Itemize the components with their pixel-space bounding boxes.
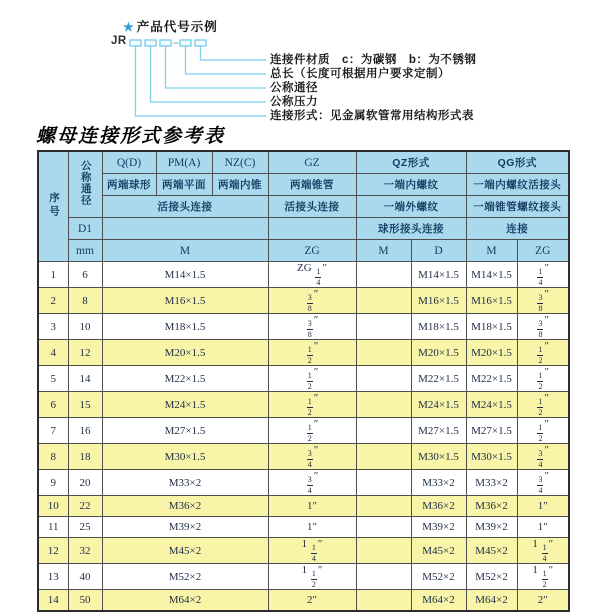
cell-qg-m: M30×1.5: [466, 444, 517, 470]
header-joint-gz: 活接头连接: [268, 196, 356, 218]
cell-m: M36×2: [102, 496, 268, 517]
cell-qz-d: M27×1.5: [411, 418, 466, 444]
cell-qz-d: M30×1.5: [411, 444, 466, 470]
cell-qg-zg: 2″: [517, 590, 569, 612]
header-nominal-diameter: 公称通径: [68, 151, 102, 218]
header-pm-desc: 两端平面: [156, 174, 212, 196]
cell-qz-d: M24×1.5: [411, 392, 466, 418]
cell-seq: 8: [38, 444, 68, 470]
cell-qz-d: M16×1.5: [411, 288, 466, 314]
table-row: [38, 538, 569, 564]
cell-qg-m: M64×2: [466, 590, 517, 612]
cell-m: M18×1.5: [102, 314, 268, 340]
cell-qz-d: M33×2: [411, 470, 466, 496]
cell-qg-zg: $\frac{1}{2}$ ″: [517, 418, 569, 444]
cell-qg-m: M14×1.5: [466, 262, 517, 288]
cell-mm: 32: [68, 538, 102, 564]
cell-qg-m: M45×2: [466, 538, 517, 564]
cell-qg-m: M20×1.5: [466, 340, 517, 366]
cell-zg: $\frac{3}{8}$ ″: [268, 288, 356, 314]
cell-zg: 1 $\frac{1}{2}$ ″: [268, 564, 356, 590]
cell-qg-m: M22×1.5: [466, 366, 517, 392]
cell-seq: 4: [38, 340, 68, 366]
table-row: [38, 496, 569, 517]
label-diameter: 公称通径: [270, 82, 318, 94]
leader-line-diameter: [166, 46, 267, 88]
cell-qz-m: [356, 392, 411, 418]
code-box-1: [130, 40, 141, 46]
cell-zg: $\frac{1}{2}$ ″: [268, 392, 356, 418]
cell-m: M27×1.5: [102, 418, 268, 444]
cell-qg-m: M27×1.5: [466, 418, 517, 444]
leader-line-material: [201, 46, 267, 60]
cell-seq: 10: [38, 496, 68, 517]
code-box-2: [145, 40, 156, 46]
cell-qg-zg: $\frac{3}{8}$ ″: [517, 288, 569, 314]
code-box-3: [160, 40, 171, 46]
cell-seq: 7: [38, 418, 68, 444]
header-d1: D1: [68, 218, 102, 240]
cell-m: M64×2: [102, 590, 268, 612]
cell-mm: 22: [68, 496, 102, 517]
header-gz-desc: 两端锥管: [268, 174, 356, 196]
cell-qg-zg: $\frac{3}{8}$ ″: [517, 314, 569, 340]
table-body: [38, 262, 569, 612]
cell-seq: 5: [38, 366, 68, 392]
cell-qz-d: M22×1.5: [411, 366, 466, 392]
cell-qg-zg: 1″: [517, 496, 569, 517]
header-q-desc: 两端球形: [102, 174, 156, 196]
header-col-gz: GZ: [268, 151, 356, 174]
cell-mm: 25: [68, 517, 102, 538]
cell-qz-m: [356, 262, 411, 288]
star-icon: ★: [123, 20, 135, 34]
cell-mm: 40: [68, 564, 102, 590]
cell-qz-m: [356, 517, 411, 538]
cell-qg-m: M39×2: [466, 517, 517, 538]
header-mm: mm: [68, 240, 102, 262]
cell-seq: 14: [38, 590, 68, 612]
cell-qz-m: [356, 314, 411, 340]
cell-qg-zg: $\frac{1}{2}$ ″: [517, 340, 569, 366]
header-empty-m: [102, 218, 268, 240]
cell-qz-d: M52×2: [411, 564, 466, 590]
product-code-diagram: [0, 0, 600, 130]
cell-qg-zg: 1″: [517, 517, 569, 538]
cell-zg: $\frac{3}{4}$ ″: [268, 470, 356, 496]
cell-m: M14×1.5: [102, 262, 268, 288]
cell-qz-m: [356, 288, 411, 314]
cell-zg: 1″: [268, 517, 356, 538]
code-box-4: [180, 40, 191, 46]
cell-zg: $\frac{1}{2}$ ″: [268, 366, 356, 392]
cell-qg-zg: $\frac{3}{4}$ ″: [517, 470, 569, 496]
cell-qz-m: [356, 496, 411, 517]
label-length: 总长（长度可根据用户要求定制）: [270, 68, 450, 80]
header-joint-q: 活接头连接: [102, 196, 268, 218]
cell-m: M20×1.5: [102, 340, 268, 366]
cell-qg-zg: $\frac{1}{2}$ ″: [517, 392, 569, 418]
cell-seq: 3: [38, 314, 68, 340]
cell-qz-m: [356, 444, 411, 470]
cell-qz-d: M36×2: [411, 496, 466, 517]
cell-mm: 20: [68, 470, 102, 496]
header-row-4: [38, 218, 569, 240]
header-nz-desc: 两端内锥: [212, 174, 268, 196]
table-row: [38, 590, 569, 612]
cell-zg: $\frac{3}{8}$ ″: [268, 314, 356, 340]
cell-m: M22×1.5: [102, 366, 268, 392]
cell-zg: 2″: [268, 590, 356, 612]
label-material: 连接件材质 c：为碳钢 b：为不锈钢: [270, 54, 477, 66]
cell-m: M52×2: [102, 564, 268, 590]
cell-qg-m: M36×2: [466, 496, 517, 517]
table-row: [38, 366, 569, 392]
cell-zg: $\frac{1}{2}$ ″: [268, 340, 356, 366]
header-qz-conn: 球形接头连接: [356, 218, 466, 240]
cell-qz-d: M45×2: [411, 538, 466, 564]
page-title: 螺母连接形式参考表: [36, 125, 226, 147]
product-code-prefix: JR: [111, 35, 127, 47]
table-row: [38, 517, 569, 538]
cell-seq: 6: [38, 392, 68, 418]
header-col-nz: NZ(C): [212, 151, 268, 174]
cell-qg-m: M52×2: [466, 564, 517, 590]
cell-qz-d: M20×1.5: [411, 340, 466, 366]
header-qg-desc1: 一端内螺纹活接头: [466, 174, 569, 196]
cell-qg-m: M33×2: [466, 470, 517, 496]
cell-qg-m: M24×1.5: [466, 392, 517, 418]
header-qg-zg: ZG: [517, 240, 569, 262]
table-row: [38, 262, 569, 288]
cell-qz-m: [356, 340, 411, 366]
cell-qz-d: M18×1.5: [411, 314, 466, 340]
table-row: [38, 392, 569, 418]
code-box-5: [195, 40, 206, 46]
cell-mm: 15: [68, 392, 102, 418]
cell-qg-zg: 1 $\frac{1}{2}$ ″: [517, 564, 569, 590]
cell-m: M39×2: [102, 517, 268, 538]
cell-mm: 14: [68, 366, 102, 392]
header-qg-m: M: [466, 240, 517, 262]
cell-seq: 1: [38, 262, 68, 288]
cell-mm: 10: [68, 314, 102, 340]
cell-zg: $\frac{1}{2}$ ″: [268, 418, 356, 444]
cell-seq: 13: [38, 564, 68, 590]
table-row: [38, 444, 569, 470]
cell-qg-zg: 1 $\frac{1}{4}$ ″: [517, 538, 569, 564]
table-row: [38, 314, 569, 340]
header-seq: 序号: [38, 151, 68, 262]
header-col-qz: QZ形式: [356, 151, 466, 174]
cell-qz-d: M64×2: [411, 590, 466, 612]
header-row-5: [38, 240, 569, 262]
header-col-q: Q(D): [102, 151, 156, 174]
cell-m: M33×2: [102, 470, 268, 496]
header-qg-conn: 连接: [466, 218, 569, 240]
cell-mm: 16: [68, 418, 102, 444]
header-col-pm: PM(A): [156, 151, 212, 174]
header-row-2: [38, 174, 569, 196]
table-row: [38, 418, 569, 444]
cell-zg: 1 $\frac{1}{4}$ ″: [268, 538, 356, 564]
cell-mm: 8: [68, 288, 102, 314]
header-row-3: [38, 196, 569, 218]
header-empty-gz: [268, 218, 356, 240]
header-row-1: [38, 151, 569, 174]
table-row: [38, 470, 569, 496]
table-row: [38, 340, 569, 366]
diagram-heading-text: 产品代号示例: [136, 20, 218, 34]
cell-m: M30×1.5: [102, 444, 268, 470]
header-col-qg: QG形式: [466, 151, 569, 174]
cell-seq: 11: [38, 517, 68, 538]
cell-mm: 6: [68, 262, 102, 288]
cell-qg-m: M16×1.5: [466, 288, 517, 314]
cell-mm: 12: [68, 340, 102, 366]
cell-mm: 18: [68, 444, 102, 470]
table-header: [38, 151, 569, 262]
cell-qz-m: [356, 538, 411, 564]
cell-m: M16×1.5: [102, 288, 268, 314]
header-qz-d: D: [411, 240, 466, 262]
cell-zg: $\frac{3}{4}$ ″: [268, 444, 356, 470]
cell-seq: 12: [38, 538, 68, 564]
header-qz-desc1: 一端内螺纹: [356, 174, 466, 196]
cell-qg-zg: $\frac{1}{4}$ ″: [517, 262, 569, 288]
header-m-label: M: [102, 240, 268, 262]
label-connection-form: 连接形式：见金属软管常用结构形式表: [270, 110, 474, 122]
cell-qg-zg: $\frac{1}{2}$ ″: [517, 366, 569, 392]
cell-qg-zg: $\frac{3}{4}$ ″: [517, 444, 569, 470]
header-zg-label: ZG: [268, 240, 356, 262]
cell-seq: 9: [38, 470, 68, 496]
nut-connection-table: [37, 150, 570, 612]
table-row: [38, 564, 569, 590]
cell-qz-m: [356, 564, 411, 590]
cell-qz-m: [356, 590, 411, 612]
header-qz-desc2: 一端外螺纹: [356, 196, 466, 218]
cell-qz-m: [356, 366, 411, 392]
cell-zg: 1″: [268, 496, 356, 517]
cell-m: M24×1.5: [102, 392, 268, 418]
cell-seq: 2: [38, 288, 68, 314]
header-qg-desc2: 一端锥管螺纹接头: [466, 196, 569, 218]
cell-qz-d: M39×2: [411, 517, 466, 538]
cell-qz-m: [356, 470, 411, 496]
header-qz-m: M: [356, 240, 411, 262]
table-row: [38, 288, 569, 314]
cell-m: M45×2: [102, 538, 268, 564]
cell-qz-m: [356, 418, 411, 444]
cell-qz-d: M14×1.5: [411, 262, 466, 288]
reference-table-wrap: [37, 150, 570, 612]
cell-mm: 50: [68, 590, 102, 612]
cell-qg-m: M18×1.5: [466, 314, 517, 340]
cell-zg: ZG $\frac{1}{4}$ ″: [268, 262, 356, 288]
label-pressure: 公称压力: [270, 96, 318, 108]
